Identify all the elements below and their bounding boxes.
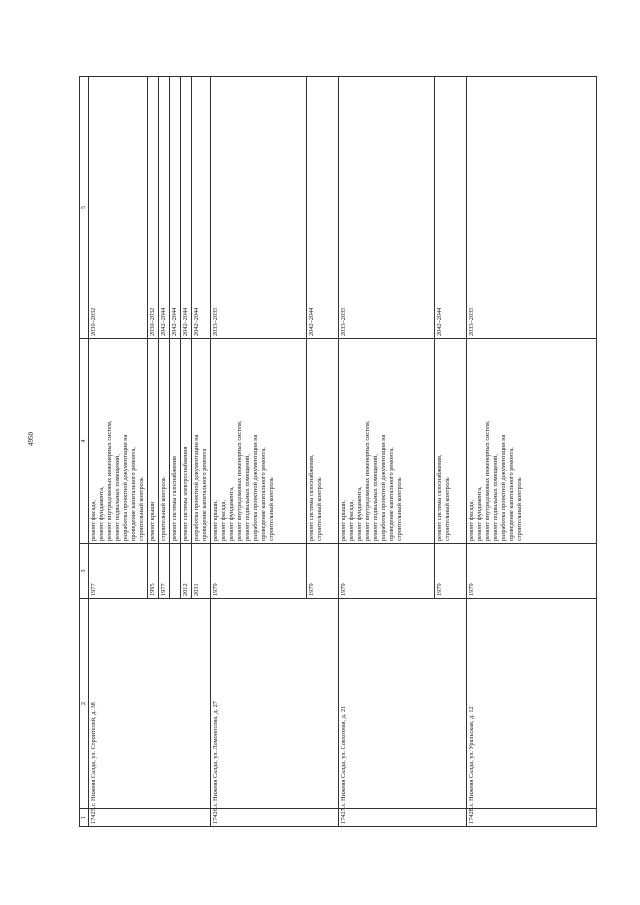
works-cell: ремонт фасада, ремонт фундамента, ремонт внутридомовых инженерных систем, ремонт подвальных помещений, разработка проектной документации на проведение капитального ремонта, строительный контроль <box>89 339 148 544</box>
year-cell: 2031 <box>192 544 211 599</box>
header-cell: 4 <box>80 339 89 544</box>
period-cell: 2033–2035 <box>211 77 307 339</box>
period-cell: 2033–2035 <box>339 77 435 339</box>
address-cell: г. Нижняя Салда, ул. Совхозная, д. 21 <box>339 599 467 809</box>
year-cell: 1979 <box>211 544 307 599</box>
period-cell: 2030–2032 <box>148 77 159 339</box>
row-number-cell: 17428. <box>467 809 597 827</box>
address-cell: г. Нижняя Салда, ул. Уральская, д. 12 <box>467 599 597 809</box>
year-cell: 1979 <box>307 544 339 599</box>
works-cell: ремонт системы электроснабжения <box>181 339 192 544</box>
header-cell: 3 <box>80 544 89 599</box>
works-cell: ремонт системы газоснабжения, строительный контроль <box>307 339 339 544</box>
rotated-table-stage <box>79 77 604 827</box>
year-cell: 1995 <box>148 544 159 599</box>
year-cell: 1977 <box>89 544 148 599</box>
period-cell: 2042–2044 <box>192 77 211 339</box>
table-row <box>89 77 148 827</box>
period-cell: 2042–2044 <box>181 77 192 339</box>
year-cell <box>170 544 181 599</box>
works-cell: ремонт фасада, ремонт фундамента, ремонт внутридомовых инженерных систем, ремонт подвальных помещений, разработка проектной документации на проведение капитального ремонта, строительный контроль <box>467 339 597 544</box>
works-cell: ремонт крыши, ремонт фасада, ремонт фундамента, ремонт внутридомовых инженерных систем, ремонт подвальных помещений, разработка проектной документации на проведение капитального ремонта, строительный контроль <box>211 339 307 544</box>
period-cell: 2042–2044 <box>435 77 467 339</box>
period-cell: 2042–2044 <box>170 77 181 339</box>
year-cell: 2012 <box>181 544 192 599</box>
year-cell: 1979 <box>435 544 467 599</box>
header-cell: 5 <box>80 77 89 339</box>
period-cell: 2042–2044 <box>307 77 339 339</box>
period-cell: 2030–2032 <box>89 77 148 339</box>
repair-schedule-table <box>79 76 597 827</box>
period-cell: 2033–2035 <box>467 77 597 339</box>
row-number-cell: 17427. <box>339 809 467 827</box>
works-cell: ремонт крыши, ремонт фасада, ремонт фундамента, ремонт внутридомовых инженерных систем, ремонт подвальных помещений, разработка проектной документации на проведение капитального ремонта, строительный контроль <box>339 339 435 544</box>
row-number-cell: 17426. <box>211 809 339 827</box>
header-cell: 2 <box>80 599 89 809</box>
year-cell: 1979 <box>339 544 435 599</box>
works-cell: ремонт системы газоснабжения, строительный контроль <box>435 339 467 544</box>
year-cell: 1977 <box>159 544 170 599</box>
works-cell: строительный контроль <box>159 339 170 544</box>
works-cell: разработка проектной документации на проведение капитального ремонта <box>192 339 211 544</box>
table-row <box>467 77 597 827</box>
header-cell: 1 <box>80 809 89 827</box>
page-number: 4950 <box>27 432 35 446</box>
table-row <box>339 77 435 827</box>
header-row <box>80 77 89 827</box>
period-cell: 2042–2044 <box>159 77 170 339</box>
works-cell: ремонт крыши <box>148 339 159 544</box>
table-body <box>89 77 597 827</box>
year-cell: 1979 <box>467 544 597 599</box>
table-row <box>211 77 307 827</box>
address-cell: г. Нижняя Салда, ул. Строителей, д. 38 <box>89 599 211 809</box>
works-cell: ремонт системы газоснабжения <box>170 339 181 544</box>
row-number-cell: 17425. <box>89 809 211 827</box>
address-cell: г. Нижняя Салда, ул. Ломоносова, д. 27 <box>211 599 339 809</box>
